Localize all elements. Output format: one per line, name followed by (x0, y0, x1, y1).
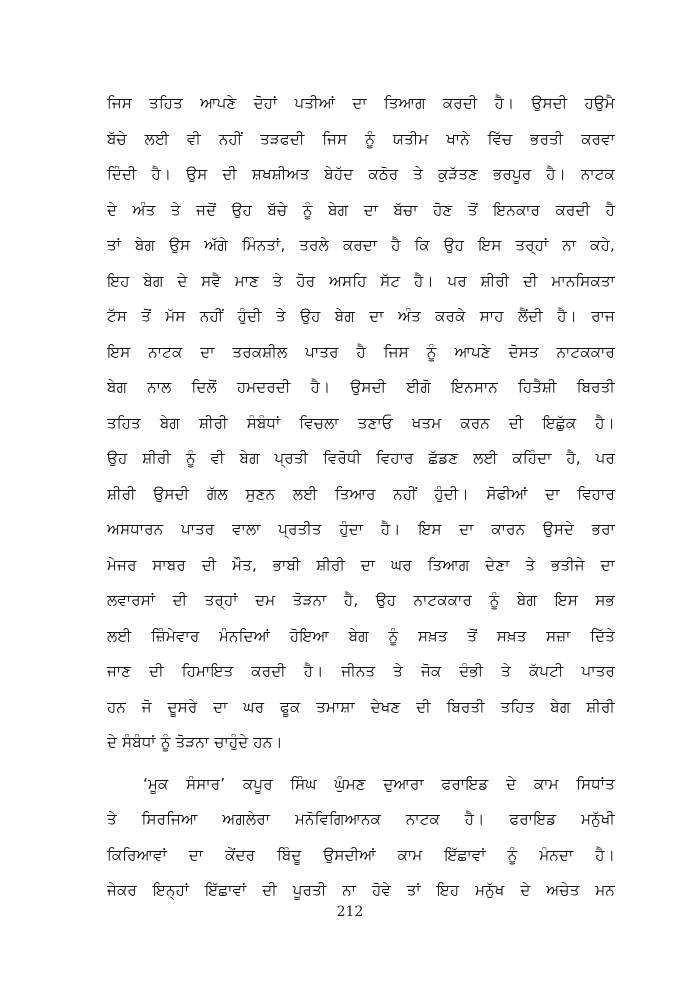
text-line: ਇਹ ਬੇਗ ਦੇ ਸਵੈ ਮਾਣ ਤੇ ਹੋਰ ਅਸਹਿ ਸੱਟ ਹੈ। ਪਰ ਸ਼ੀਰੀ ਦੀ ਮਾਨਸਿਕਤਾ (107, 271, 615, 290)
text-line: ਦੇ ਅੰਤ ਤੇ ਜਦੋਂ ਉਹ ਬੱਚੇ ਨੂੰ ਬੇਗ ਦਾ ਬੱਚਾ ਹੋਣ ਤੋਂ ਇਨਕਾਰ ਕਰਦੀ ਹੈ (107, 200, 615, 219)
text-line: ਦਿੰਦੀ ਹੈ। ਉਸ ਦੀ ਸ਼ਖਸ਼ੀਅਤ ਬੇਹੱਦ ਕਠੋਰ ਤੇ ਕੁੜੱਤਣ ਭਰਪੂਰ ਹੈ। ਨਾਟਕ (107, 165, 615, 183)
text-line: ਉਹ ਸ਼ੀਰੀ ਨੂੰ ਵੀ ਬੇਗ ਪ੍ਰਤੀ ਵਿਰੋਧੀ ਵਿਹਾਰ ਛੱਡਣ ਲਈ ਕਹਿੰਦਾ ਹੈ, ਪਰ (107, 449, 615, 467)
text-line: ਕਿਰਿਆਵਾਂ ਦਾ ਕੇਂਦਰ ਬਿੰਦੂ ਉਸਦੀਆਂ ਕਾਮ ਇੱਛਾਵਾਂ ਨੂੰ ਮੰਨਦਾ ਹੈ। (107, 845, 615, 864)
text-line: ਸ਼ੀਰੀ ਉਸਦੀ ਗੱਲ ਸੁਣਨ ਲਈ ਤਿਆਰ ਨਹੀਂ ਹੁੰਦੀ। ਸੋਫੀਆਂ ਦਾ ਵਿਹਾਰ (107, 484, 615, 503)
text-line: ਲਈ ਜ਼ਿੰਮੇਵਾਰ ਮੰਨਦਿਆਂ ਹੋਇਆ ਬੇਗ ਨੂੰ ਸਖ਼ਤ ਤੋਂ ਸਖ਼ਤ ਸਜ਼ਾ ਦਿੱਤੇ (107, 626, 615, 645)
text-line: ਤਹਿਤ ਬੇਗ ਸ਼ੀਰੀ ਸੰਬੰਧਾਂ ਵਿਚਲਾ ਤਣਾਓ ਖਤਮ ਕਰਨ ਦੀ ਇਛੁੱਕ ਹੈ। (107, 413, 615, 432)
text-line: ਤੇ ਸਿਰਜਿਆ ਅਗਲੇਰਾ ਮਨੋਵਿਗਿਆਨਕ ਨਾਟਕ ਹੈ। ਫਰਾਇਡ ਮਨੁੱਖੀ (107, 810, 615, 828)
text-line: ਜਿਸ ਤਹਿਤ ਆਪਣੇ ਦੋਹਾਂ ਪਤੀਆਂ ਦਾ ਤਿਆਗ ਕਰਦੀ ਹੈ। ਉਸਦੀ ਹਉਮੈ (107, 94, 615, 112)
text-line: ਜੇਕਰ ਇਨ੍ਹਾਂ ਇੱਛਾਵਾਂ ਦੀ ਪੂਰਤੀ ਨਾ ਹੋਵੇ ਤਾਂ ਇਹ ਮਨੁੱਖ ਦੇ ਅਚੇਤ ਮਨ (107, 881, 615, 899)
text-line: ਅਸਧਾਰਨ ਪਾਤਰ ਵਾਲਾ ਪ੍ਰਤੀਤ ਹੁੰਦਾ ਹੈ। ਇਸ ਦਾ ਕਾਰਨ ਉਸਦੇ ਭਰਾ (107, 520, 615, 538)
text-line: ਲਵਾਰਸਾਂ ਦੀ ਤਰ੍ਹਾਂ ਦਮ ਤੋੜਨਾ ਹੈ, ਉਹ ਨਾਟਕਕਾਰ ਨੂੰ ਬੇਗ ਇਸ ਸਭ (107, 591, 615, 609)
text-line: ਟੱਸ ਤੋਂ ਮੱਸ ਨਹੀਂ ਹੁੰਦੀ ਤੇ ਉਹ ਬੇਗ ਦਾ ਅੰਤ ਕਰਕੇ ਸਾਹ ਲੈਂਦੀ ਹੈ। ਰਾਜ (107, 307, 615, 325)
text-line: ਬੇਗ ਨਾਲ ਦਿਲੋਂ ਹਮਦਰਦੀ ਹੈ। ਉਸਦੀ ਈਗੋ ਇਨਸਾਨ ਹਿਤੈਸ਼ੀ ਬਿਰਤੀ (107, 378, 615, 396)
paragraph-end-line: ਦੇ ਸੰਬੰਧਾਂ ਨੂੰ ਤੋੜਨਾ ਚਾਹੁੰਦੇ ਹਨ। (107, 733, 283, 751)
page-number: 212 (336, 904, 364, 920)
body-text (107, 86, 615, 909)
text-line: ਬੱਚੇ ਲਈ ਵੀ ਨਹੀਂ ਤੜਫਦੀ ਜਿਸ ਨੂੰ ਯਤੀਮ ਖਾਨੇ ਵਿੱਚ ਭਰਤੀ ਕਰਵਾ (107, 129, 615, 148)
text-line: ਜਾਣ ਦੀ ਹਿਮਾਇਤ ਕਰਦੀ ਹੈ। ਜੀਨਤ ਤੇ ਜੋਕ ਦੰਭੀ ਤੇ ਕੱਪਟੀ ਪਾਤਰ (107, 662, 615, 680)
text-line: ਤਾਂ ਬੇਗ ਉਸ ਅੱਗੇ ਮਿੰਨਤਾਂ, ਤਰਲੇ ਕਰਦਾ ਹੈ ਕਿ ਉਹ ਇਸ ਤਰ੍ਹਾਂ ਨਾ ਕਹੇ, (107, 236, 615, 254)
text-line: ਮੇਜਰ ਸਾਬਰ ਦੀ ਮੌਤ, ਭਾਬੀ ਸ਼ੀਰੀ ਦਾ ਘਰ ਤਿਆਗ ਦੇਣਾ ਤੇ ਭਤੀਜੇ ਦਾ (107, 555, 615, 574)
paragraph-start-line: ‘ਮੂਕ ਸੰਸਾਰ’ ਕਪੂਰ ਸਿੰਘ ਘੁੰਮਣ ਦੁਆਰਾ ਫਰਾਇਡ ਦੇ ਕਾਮ ਸਿਧਾਂਤ (143, 774, 615, 793)
text-line: ਹਨ ਜੋ ਦੂਸਰੇ ਦਾ ਘਰ ਫੂਕ ਤਮਾਸ਼ਾ ਦੇਖਣ ਦੀ ਬਿਰਤੀ ਤਹਿਤ ਬੇਗ ਸ਼ੀਰੀ (107, 697, 615, 716)
text-line: ਇਸ ਨਾਟਕ ਦਾ ਤਰਕਸ਼ੀਲ ਪਾਤਰ ਹੈ ਜਿਸ ਨੂੰ ਆਪਣੇ ਦੋਸਤ ਨਾਟਕਕਾਰ (107, 342, 615, 361)
